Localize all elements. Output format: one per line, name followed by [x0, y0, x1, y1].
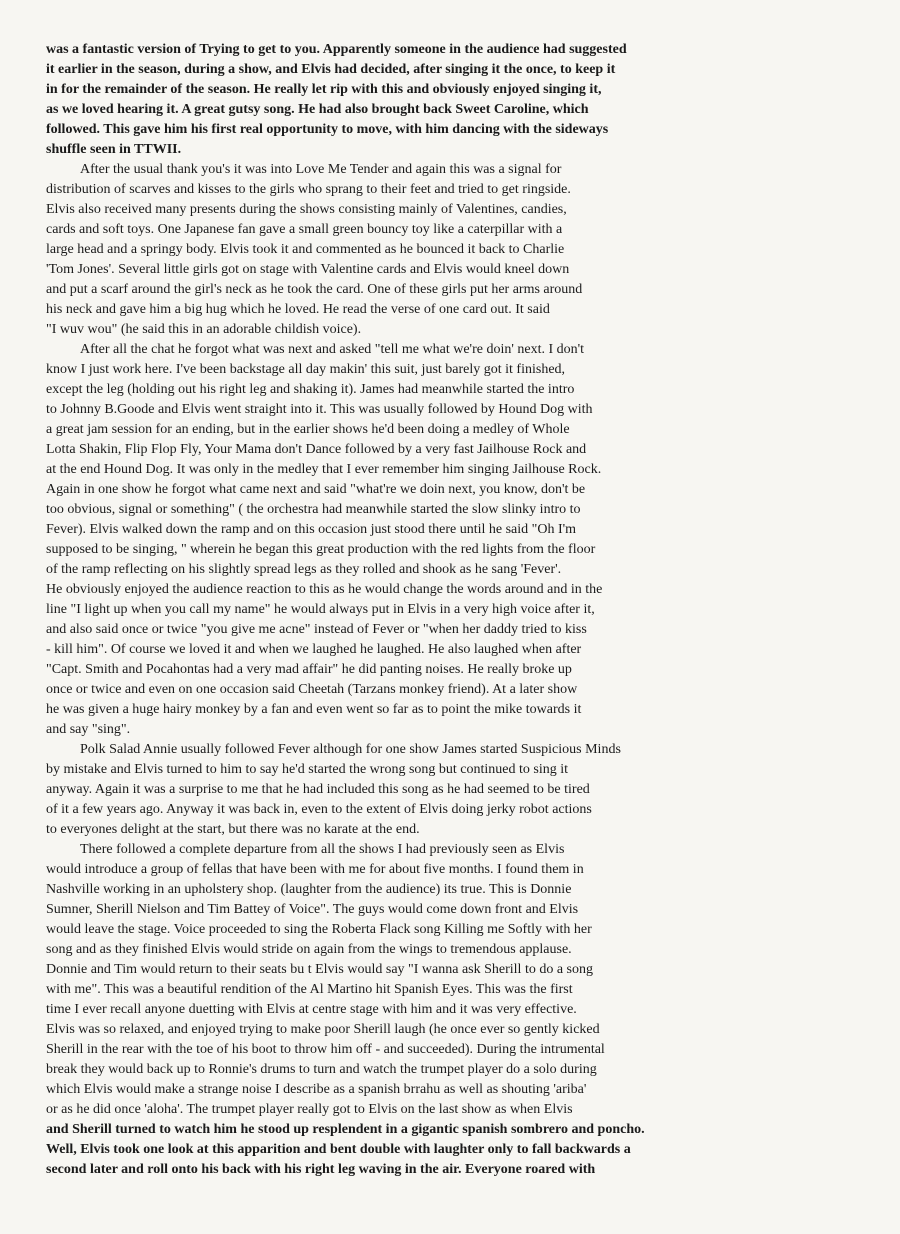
text-line: second later and roll onto his back with his right leg waving in the air. Everyone roared with	[46, 1162, 596, 1177]
text-line: After all the chat he forgot what was next and asked "tell me what we're doin' next. I don't	[80, 342, 585, 357]
text-line: a great jam session for an ending, but in the earlier shows he'd been doing a medley of Whole	[46, 422, 570, 437]
text-line: Again in one show he forgot what came next and said "what're we doin next, you know, don't be	[46, 482, 586, 497]
text-line: distribution of scarves and kisses to the girls who sprang to their feet and tried to get ringside.	[46, 182, 571, 197]
text-line: except the leg (holding out his right leg and shaking it). James had meanwhile started the intro	[46, 382, 575, 397]
text-line: and say "sing".	[46, 722, 131, 737]
text-line: Sumner, Sherill Nielson and Tim Battey of Voice". The guys would come down front and Elvis	[46, 902, 579, 917]
text-line: Elvis was so relaxed, and enjoyed trying to make poor Sherill laugh (he once ever so gently kicked	[46, 1022, 600, 1037]
text-line: it earlier in the season, during a show, and Elvis had decided, after singing it the once, to keep it	[46, 62, 616, 77]
text-line: was a fantastic version of Trying to get to you. Apparently someone in the audience had suggested	[46, 42, 627, 57]
text-line: Polk Salad Annie usually followed Fever although for one show James started Suspicious Minds	[80, 742, 621, 757]
text-line: anyway. Again it was a surprise to me that he had included this song as he had seemed to be tired	[46, 782, 590, 797]
text-line: - kill him". Of course we loved it and when we laughed he laughed. He also laughed when after	[46, 642, 582, 657]
text-line: cards and soft toys. One Japanese fan gave a small green bouncy toy like a caterpillar with a	[46, 222, 563, 237]
text-line: or as he did once 'aloha'. The trumpet player really got to Elvis on the last show as when Elvis	[46, 1102, 573, 1117]
text-line: once or twice and even on one occasion said Cheetah (Tarzans monkey friend). At a later show	[46, 682, 578, 697]
text-line: to Johnny B.Goode and Elvis went straight into it. This was usually followed by Hound Dog with	[46, 402, 593, 417]
text-line: He obviously enjoyed the audience reaction to this as he would change the words around and in the	[46, 582, 603, 597]
text-line: followed. This gave him his first real opportunity to move, with him dancing with the sideways	[46, 122, 609, 137]
text-line: break they would back up to Ronnie's drums to turn and watch the trumpet player do a solo during	[46, 1062, 597, 1077]
text-line: with me". This was a beautiful rendition of the Al Martino hit Spanish Eyes. This was the first	[46, 982, 573, 997]
text-line: too obvious, signal or something" ( the orchestra had meanwhile started the slow slinky intro to	[46, 502, 581, 517]
text-line: his neck and gave him a big hug which he loved. He read the verse of one card out. It said	[46, 302, 550, 317]
text-line: large head and a springy body. Elvis took it and commented as he bounced it back to Charlie	[46, 242, 565, 257]
text-line: Lotta Shakin, Flip Flop Fly, Your Mama don't Dance followed by a very fast Jailhouse Rock and	[46, 442, 587, 457]
text-line: There followed a complete departure from all the shows I had previously seen as Elvis	[80, 842, 565, 857]
document-body	[46, 40, 860, 1180]
text-line: at the end Hound Dog. It was only in the medley that I ever remember him singing Jailhouse Rock.	[46, 462, 602, 477]
text-line: 'Tom Jones'. Several little girls got on stage with Valentine cards and Elvis would kneel down	[46, 262, 570, 277]
text-line: shuffle seen in TTWII.	[46, 142, 182, 157]
text-line: as we loved hearing it. A great gutsy song. He had also brought back Sweet Caroline, which	[46, 102, 589, 117]
text-line: Sherill in the rear with the toe of his boot to throw him off - and succeeded). During the intrumental	[46, 1042, 605, 1057]
text-line: he was given a huge hairy monkey by a fan and even went so far as to point the mike towards it	[46, 702, 582, 717]
text-line: "I wuv wou" (he said this in an adorable childish voice).	[46, 322, 362, 337]
text-line: in for the remainder of the season. He really let rip with this and obviously enjoyed singing it,	[46, 82, 602, 97]
text-line: Fever). Elvis walked down the ramp and on this occasion just stood there until he said "Oh I'm	[46, 522, 577, 537]
text-line: which Elvis would make a strange noise I describe as a spanish brrahu as well as shouting 'ariba'	[46, 1082, 587, 1097]
text-line: supposed to be singing, " wherein he began this great production with the red lights from the floor	[46, 542, 596, 557]
text-line: and also said once or twice "you give me acne" instead of Fever or "when her daddy tried to kiss	[46, 622, 587, 637]
text-line: of the ramp reflecting on his slightly spread legs as they rolled and shook as he sang 'Fever'.	[46, 562, 562, 577]
text-line: line "I light up when you call my name" he would always put in Elvis in a very high voice after it,	[46, 602, 595, 617]
text-line: Well, Elvis took one look at this apparition and bent double with laughter only to fall backwards a	[46, 1142, 631, 1157]
text-line: would introduce a group of fellas that have been with me for about five months. I found them in	[46, 862, 584, 877]
text-line: to everyones delight at the start, but there was no karate at the end.	[46, 822, 420, 837]
text-line: by mistake and Elvis turned to him to say he'd started the wrong song but continued to sing it	[46, 762, 569, 777]
text-line: and put a scarf around the girl's neck as he took the card. One of these girls put her arms around	[46, 282, 583, 297]
text-line: Nashville working in an upholstery shop. (laughter from the audience) its true. This is Donnie	[46, 882, 572, 897]
text-line: know I just work here. I've been backstage all day makin' this suit, just barely got it finished,	[46, 362, 566, 377]
text-line: Elvis also received many presents during the shows consisting mainly of Valentines, candies,	[46, 202, 567, 217]
text-line: song and as they finished Elvis would stride on again from the wings to tremendous applause.	[46, 942, 572, 957]
text-line: time I ever recall anyone duetting with Elvis at centre stage with him and it was very effective.	[46, 1002, 577, 1017]
text-line: "Capt. Smith and Pocahontas had a very mad affair" he did panting noises. He really broke up	[46, 662, 572, 677]
text-line: Donnie and Tim would return to their seats bu t Elvis would say "I wanna ask Sherill to do a song	[46, 962, 593, 977]
text-line: would leave the stage. Voice proceeded to sing the Roberta Flack song Killing me Softly with her	[46, 922, 592, 937]
text-line: and Sherill turned to watch him he stood up resplendent in a gigantic spanish sombrero and poncho.	[46, 1122, 645, 1137]
text-line: After the usual thank you's it was into Love Me Tender and again this was a signal for	[80, 162, 562, 177]
text-line: of it a few years ago. Anyway it was back in, even to the extent of Elvis doing jerky robot actions	[46, 802, 592, 817]
